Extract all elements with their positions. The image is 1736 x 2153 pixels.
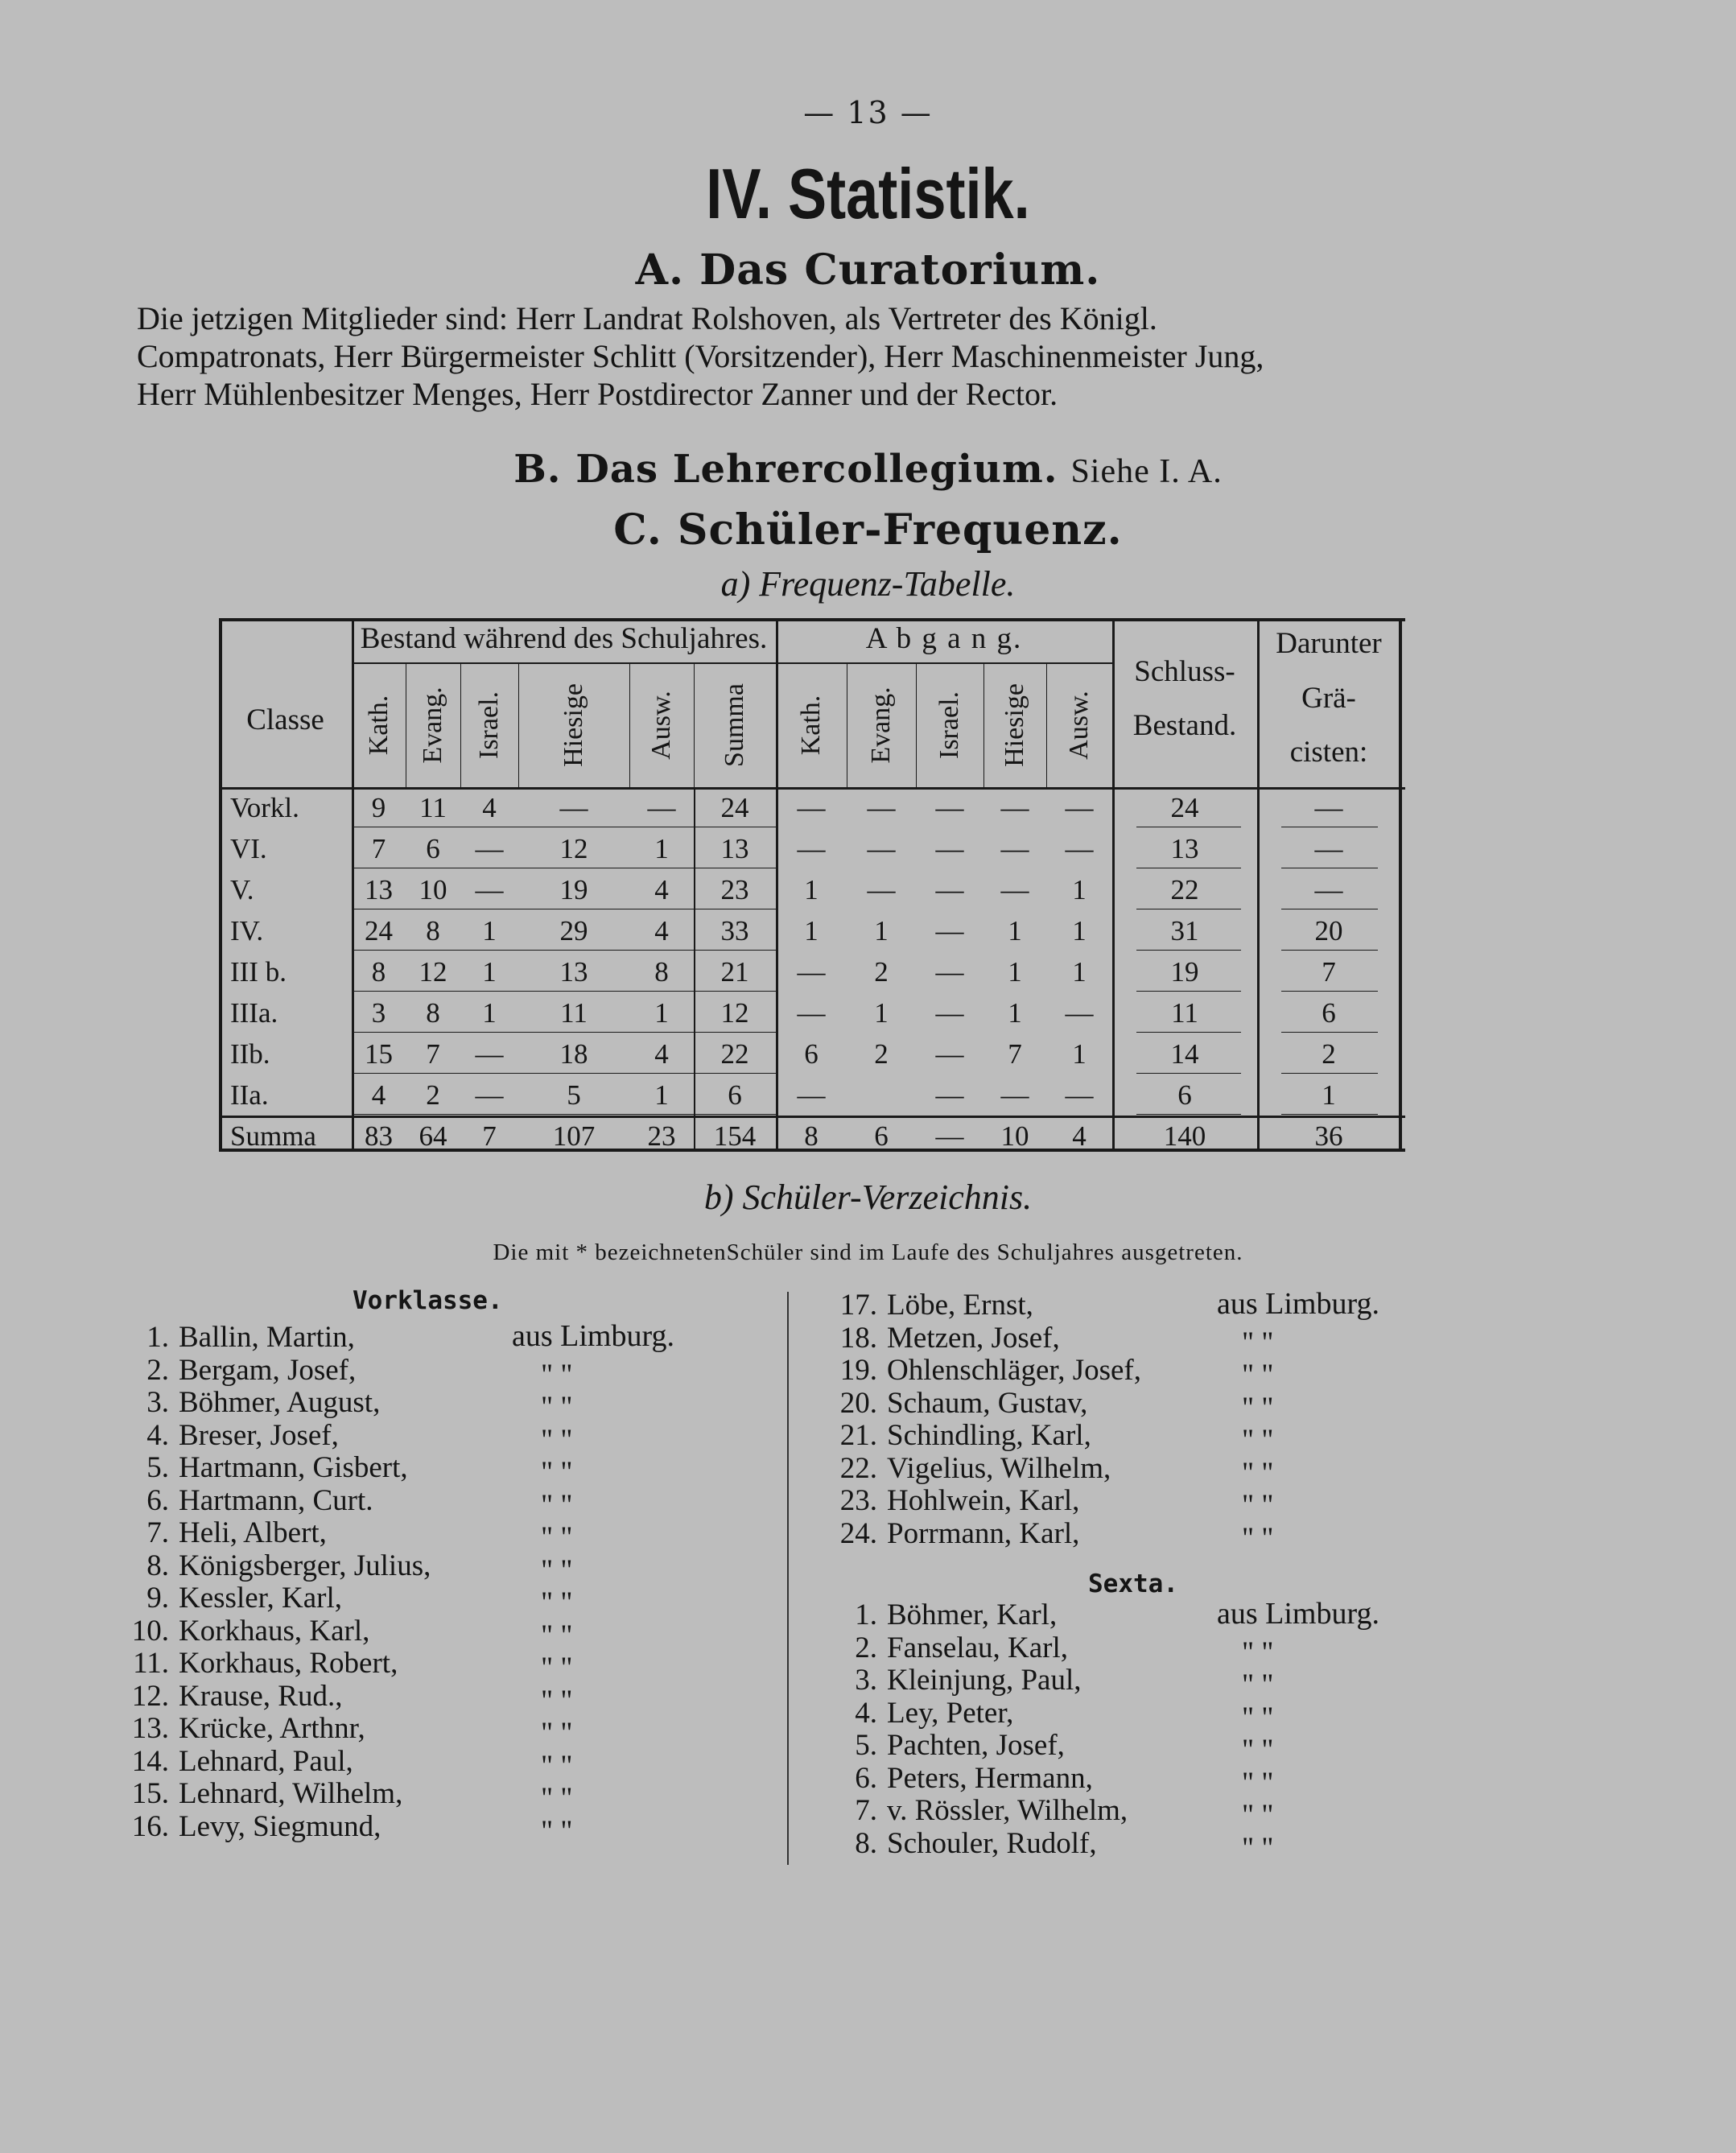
- list-heading: Sexta.: [1088, 1569, 1178, 1598]
- cell-bestand: 107: [552, 1120, 596, 1152]
- rule-vertical-thin: [460, 662, 461, 787]
- list-item-name: Kessler, Karl,: [179, 1582, 342, 1615]
- rule-vertical-thin: [694, 662, 695, 787]
- cell-bestand: 6: [728, 1079, 742, 1111]
- rule-vertical-thin: [916, 662, 917, 787]
- cell-bestand: 3: [371, 997, 386, 1029]
- ditto-mark: " ": [1242, 1424, 1274, 1457]
- cell-abgang: —: [1000, 833, 1029, 864]
- header-abgang-col: Evang.: [866, 686, 896, 764]
- rule-row: [1281, 1114, 1378, 1115]
- cell-bestand: —: [475, 1038, 504, 1070]
- cell-darunter: 20: [1314, 915, 1343, 947]
- cell-abgang: 1: [1072, 915, 1087, 947]
- ditto-mark: " ": [541, 1717, 573, 1750]
- ditto-mark: " ": [541, 1586, 573, 1619]
- cell-abgang: —: [1000, 792, 1029, 823]
- cell-bestand: 12: [559, 833, 588, 864]
- summa-label: Summa: [230, 1120, 316, 1152]
- rule-row: [352, 1032, 776, 1033]
- cell-bestand: 24: [365, 915, 393, 947]
- list-item-number: 4.: [855, 1696, 877, 1730]
- cell-abgang: 1: [1008, 997, 1022, 1029]
- ditto-mark: " ": [1242, 1831, 1274, 1865]
- cell-abgang: —: [867, 833, 896, 864]
- section-b-heading: [0, 447, 1736, 492]
- row-classe: VI.: [230, 833, 267, 864]
- rule-vertical-thin: [518, 662, 519, 787]
- list-note: Die mit * bezeichnetenSchüler sind im Laufe des Schuljahres ausgetreten.: [493, 1239, 1243, 1265]
- row-classe: IIa.: [230, 1079, 269, 1111]
- cell-bestand: 33: [720, 915, 749, 947]
- list-item-name: Schindling, Karl,: [887, 1419, 1091, 1452]
- list-item-name: Lehnard, Wilhelm,: [179, 1777, 403, 1810]
- cell-abgang: —: [935, 997, 964, 1029]
- cell-abgang: —: [935, 792, 964, 823]
- cell-bestand: 24: [720, 792, 749, 823]
- ditto-mark: " ": [1242, 1635, 1274, 1669]
- cell-bestand: 19: [559, 874, 588, 905]
- list-item-number: 8.: [855, 1826, 877, 1860]
- cell-abgang: —: [935, 1079, 964, 1111]
- header-bestand-col: Israel.: [474, 691, 504, 759]
- cell-bestand: —: [559, 792, 588, 823]
- ditto-mark: " ": [541, 1423, 573, 1457]
- cell-abgang: —: [935, 915, 964, 947]
- list-item-name: Hohlwein, Karl,: [887, 1484, 1080, 1517]
- list-item-name: Porrmann, Karl,: [887, 1516, 1080, 1550]
- cell-abgang: 4: [1072, 1120, 1087, 1152]
- ditto-mark: " ": [1242, 1391, 1274, 1425]
- rule-row: [1281, 991, 1378, 992]
- list-item-name: Peters, Hermann,: [887, 1761, 1093, 1795]
- cell-bestand: 8: [426, 997, 440, 1029]
- row-classe: Vorkl.: [230, 792, 299, 823]
- cell-bestand: 21: [720, 956, 749, 988]
- list-item-number: 15.: [131, 1777, 169, 1810]
- cell-bestand: 154: [713, 1120, 757, 1152]
- rule-row: [1136, 1073, 1241, 1074]
- ditto-mark: " ": [541, 1391, 573, 1424]
- ditto-mark: " ": [541, 1652, 573, 1685]
- rule-row: [352, 991, 776, 992]
- cell-abgang: 7: [1008, 1038, 1022, 1070]
- cell-bestand: 4: [654, 1038, 669, 1070]
- page-title: IV. Statistik.: [706, 154, 1030, 233]
- row-classe: IIIa.: [230, 997, 278, 1029]
- ditto-mark: " ": [541, 1521, 573, 1554]
- list-item-name: Breser, Josef,: [179, 1418, 339, 1452]
- list-item-name: Korkhaus, Karl,: [179, 1614, 370, 1648]
- cell-abgang: 1: [874, 915, 889, 947]
- ditto-mark: " ": [1242, 1668, 1274, 1701]
- cell-darunter: 1: [1322, 1079, 1336, 1111]
- paragraph-line: Compatronats, Herr Bürgermeister Schlitt (Vorsitzender), Herr Maschinenmeister Jung,: [137, 338, 1264, 374]
- header-bestand-col: Hiesige: [559, 683, 588, 767]
- list-item-number: 14.: [131, 1744, 169, 1778]
- list-item-number: 3.: [146, 1386, 169, 1419]
- rule-row: [1136, 991, 1241, 992]
- list-item-number: 16.: [131, 1809, 169, 1843]
- cell-bestand: —: [647, 792, 676, 823]
- list-item-number: 19.: [839, 1354, 877, 1387]
- paragraph-line: Herr Mühlenbesitzer Menges, Herr Postdirector Zanner und der Rector.: [137, 376, 1058, 412]
- cell-abgang: —: [935, 874, 964, 905]
- rule-left: [219, 618, 222, 1152]
- ditto-mark: " ": [1242, 1489, 1274, 1522]
- cell-bestand: 4: [371, 1079, 386, 1111]
- cell-schluss: 24: [1170, 792, 1199, 823]
- ditto-mark: " ": [1242, 1734, 1274, 1767]
- list-item-name: Ohlenschläger, Josef,: [887, 1354, 1141, 1387]
- rule-row: [1136, 950, 1241, 951]
- section-b-note: Siehe I. A.: [1070, 453, 1223, 490]
- rule-vertical-thin: [629, 662, 630, 787]
- list-item-number: 2.: [146, 1353, 169, 1387]
- ditto-mark: " ": [1242, 1799, 1274, 1832]
- list-item-number: 2.: [855, 1631, 877, 1664]
- list-item-number: 18.: [839, 1321, 877, 1355]
- list-item-name: Heli, Albert,: [179, 1516, 327, 1549]
- cell-bestand: 4: [482, 792, 497, 823]
- cell-abgang: —: [1065, 833, 1094, 864]
- list-item-number: 6.: [146, 1483, 169, 1517]
- header-schluss-2: Bestand.: [1132, 709, 1237, 742]
- cell-bestand: 6: [426, 833, 440, 864]
- cell-bestand: 11: [419, 792, 447, 823]
- cell-bestand: 1: [482, 956, 497, 988]
- cell-darunter: 36: [1314, 1120, 1343, 1152]
- row-classe: V.: [230, 874, 254, 905]
- cell-abgang: —: [1000, 874, 1029, 905]
- list-item-origin: aus Limburg.: [512, 1319, 674, 1353]
- row-classe: IV.: [230, 915, 264, 947]
- curatorium-paragraph: [137, 299, 1610, 413]
- header-bestand-col: Ausw.: [646, 690, 676, 760]
- cell-bestand: 15: [365, 1038, 393, 1070]
- cell-bestand: 12: [419, 956, 447, 988]
- list-heading: Vorklasse.: [353, 1286, 503, 1315]
- row-classe: IIb.: [230, 1038, 270, 1070]
- cell-abgang: —: [1000, 1079, 1029, 1111]
- list-item-name: Schaum, Gustav,: [887, 1386, 1088, 1420]
- cell-bestand: 22: [720, 1038, 749, 1070]
- ditto-mark: " ": [541, 1782, 573, 1815]
- cell-abgang: 1: [1072, 1038, 1087, 1070]
- cell-abgang: 6: [804, 1038, 819, 1070]
- list-item-origin: aus Limburg.: [1217, 1287, 1379, 1321]
- cell-darunter: 2: [1322, 1038, 1336, 1070]
- list-item-name: Ley, Peter,: [887, 1696, 1014, 1730]
- list-item-number: 6.: [855, 1761, 877, 1795]
- cell-bestand: 18: [559, 1038, 588, 1070]
- cell-schluss: 31: [1170, 915, 1199, 947]
- table-title: a) Frequenz-Tabelle.: [720, 564, 1016, 604]
- header-abgang-col: Kath.: [796, 695, 826, 755]
- cell-bestand: 1: [482, 997, 497, 1029]
- cell-bestand: 7: [371, 833, 386, 864]
- rule-row: [352, 950, 776, 951]
- section-c-heading: C. Schüler-Frequenz.: [613, 505, 1123, 555]
- ditto-mark: " ": [541, 1749, 573, 1783]
- cell-bestand: 7: [426, 1038, 440, 1070]
- rule-row: [352, 1073, 776, 1074]
- list-item-name: Bergam, Josef,: [179, 1353, 357, 1387]
- ditto-mark: " ": [541, 1553, 573, 1587]
- cell-abgang: —: [935, 1120, 964, 1152]
- cell-schluss: 14: [1170, 1038, 1199, 1070]
- list-item-number: 5.: [855, 1729, 877, 1762]
- rule-row: [1281, 1032, 1378, 1033]
- list-item-number: 7.: [146, 1516, 169, 1549]
- cell-bestand: 29: [559, 915, 588, 947]
- cell-bestand: 13: [559, 956, 588, 988]
- ditto-mark: " ": [1242, 1456, 1274, 1490]
- ditto-mark: " ": [541, 1358, 573, 1392]
- cell-abgang: —: [1065, 1079, 1094, 1111]
- list-item-name: Krause, Rud.,: [179, 1679, 343, 1713]
- cell-abgang: 6: [874, 1120, 889, 1152]
- frequency-table: [219, 618, 1405, 1152]
- list-item-number: 3.: [855, 1664, 877, 1697]
- rule-row: [1136, 1032, 1241, 1033]
- paragraph-line: Die jetzigen Mitglieder sind: Herr Landrat Rolshoven, als Vertreter des Königl.: [137, 300, 1157, 336]
- list-item-number: 21.: [839, 1419, 877, 1452]
- section-a-heading: A. Das Curatorium.: [635, 245, 1101, 295]
- list-item-name: Königsberger, Julius,: [179, 1549, 431, 1582]
- header-bestand-col: Evang.: [418, 686, 447, 764]
- list-item-name: Böhmer, August,: [179, 1386, 381, 1419]
- row-classe: III b.: [230, 956, 287, 988]
- list-item-name: Hartmann, Gisbert,: [179, 1451, 408, 1484]
- cell-abgang: —: [797, 997, 826, 1029]
- rule-vertical-thin: [983, 662, 984, 787]
- list-item-name: Pachten, Josef,: [887, 1729, 1065, 1762]
- list-item-number: 13.: [131, 1712, 169, 1745]
- cell-bestand: —: [475, 833, 504, 864]
- list-item-number: 17.: [839, 1289, 877, 1322]
- header-bestand: Bestand während des Schuljahres.: [360, 622, 768, 655]
- ditto-mark: " ": [1242, 1701, 1274, 1734]
- list-item-origin: aus Limburg.: [1217, 1597, 1379, 1631]
- cell-abgang: —: [935, 833, 964, 864]
- cell-bestand: 11: [560, 997, 588, 1029]
- cell-schluss: 11: [1171, 997, 1198, 1029]
- cell-darunter: —: [1314, 874, 1343, 905]
- rule-header-sep: [352, 662, 1112, 664]
- cell-darunter: —: [1314, 792, 1343, 823]
- list-item-number: 1.: [146, 1321, 169, 1354]
- header-abgang: A b g a n g.: [865, 622, 1023, 655]
- cell-bestand: 64: [419, 1120, 447, 1152]
- rule-row: [352, 1114, 776, 1115]
- header-bestand-col: Summa: [720, 683, 749, 767]
- cell-bestand: 4: [654, 915, 669, 947]
- cell-darunter: 6: [1322, 997, 1336, 1029]
- cell-bestand: 10: [419, 874, 447, 905]
- list-item-number: 9.: [146, 1582, 169, 1615]
- rule-row: [1281, 1073, 1378, 1074]
- cell-schluss: 140: [1163, 1120, 1206, 1152]
- cell-darunter: —: [1314, 833, 1343, 864]
- header-classe: Classe: [246, 703, 324, 736]
- cell-abgang: —: [935, 1038, 964, 1070]
- cell-abgang: —: [797, 792, 826, 823]
- cell-bestand: 1: [482, 915, 497, 947]
- list-item-number: 23.: [839, 1484, 877, 1517]
- ditto-mark: " ": [1242, 1766, 1274, 1800]
- list-item-name: v. Rössler, Wilhelm,: [887, 1794, 1128, 1827]
- cell-bestand: —: [475, 874, 504, 905]
- cell-bestand: 5: [567, 1079, 581, 1111]
- column-divider: [787, 1292, 789, 1865]
- list-item-number: 8.: [146, 1549, 169, 1582]
- cell-schluss: 6: [1177, 1079, 1192, 1111]
- cell-bestand: 23: [647, 1120, 676, 1152]
- list-title: b) Schüler-Verzeichnis.: [703, 1178, 1033, 1217]
- cell-abgang: 1: [1008, 956, 1022, 988]
- cell-abgang: 1: [1072, 874, 1087, 905]
- cell-bestand: 83: [365, 1120, 393, 1152]
- cell-bestand: 9: [371, 792, 386, 823]
- cell-bestand: 13: [365, 874, 393, 905]
- cell-abgang: —: [935, 956, 964, 988]
- cell-bestand: 1: [654, 997, 669, 1029]
- list-item-name: Böhmer, Karl,: [887, 1598, 1058, 1631]
- ditto-mark: " ": [1242, 1521, 1274, 1555]
- cell-schluss: 19: [1170, 956, 1199, 988]
- header-abgang-col: Israel.: [934, 691, 964, 759]
- list-item-number: 20.: [839, 1386, 877, 1420]
- cell-schluss: 22: [1170, 874, 1199, 905]
- cell-bestand: 1: [654, 1079, 669, 1111]
- cell-abgang: —: [1065, 997, 1094, 1029]
- cell-bestand: 4: [654, 874, 669, 905]
- ditto-mark: " ": [541, 1488, 573, 1522]
- header-bestand-col: Kath.: [363, 695, 394, 755]
- cell-bestand: 7: [482, 1120, 497, 1152]
- cell-bestand: —: [475, 1079, 504, 1111]
- cell-bestand: 8: [654, 956, 669, 988]
- rule-vertical-thin: [1046, 662, 1047, 787]
- header-darunter-1: Darunter: [1276, 627, 1382, 660]
- cell-abgang: 2: [874, 956, 889, 988]
- cell-abgang: 8: [804, 1120, 819, 1152]
- cell-abgang: 1: [874, 997, 889, 1029]
- cell-bestand: 1: [654, 833, 669, 864]
- list-item-number: 22.: [839, 1451, 877, 1485]
- cell-abgang: 10: [1000, 1120, 1029, 1152]
- header-darunter-3: cisten:: [1289, 736, 1368, 769]
- list-item-name: Lehnard, Paul,: [179, 1744, 353, 1778]
- cell-abgang: 1: [1008, 915, 1022, 947]
- list-item-number: 12.: [131, 1679, 169, 1713]
- cell-abgang: 2: [874, 1038, 889, 1070]
- header-schluss-1: Schluss-: [1134, 655, 1235, 688]
- list-item-name: Schouler, Rudolf,: [887, 1826, 1097, 1860]
- list-item-name: Metzen, Josef,: [887, 1321, 1060, 1355]
- list-item-name: Fanselau, Karl,: [887, 1631, 1069, 1664]
- cell-bestand: 8: [371, 956, 386, 988]
- list-item-name: Löbe, Ernst,: [887, 1289, 1033, 1322]
- cell-abgang: 1: [804, 874, 819, 905]
- ditto-mark: " ": [541, 1619, 573, 1652]
- list-item-name: Krücke, Arthnr,: [179, 1712, 365, 1745]
- list-item-number: 5.: [146, 1451, 169, 1484]
- cell-abgang: 1: [1072, 956, 1087, 988]
- ditto-mark: " ": [1242, 1359, 1274, 1392]
- cell-abgang: 1: [804, 915, 819, 947]
- header-abgang-col: Hiesige: [1000, 683, 1029, 767]
- rule-header-bottom: [219, 787, 1405, 790]
- cell-abgang: —: [797, 1079, 826, 1111]
- ditto-mark: " ": [541, 1684, 573, 1718]
- cell-abgang: —: [1065, 792, 1094, 823]
- list-item-name: Kleinjung, Paul,: [887, 1664, 1082, 1697]
- list-item-number: 1.: [855, 1598, 877, 1631]
- list-item-number: 11.: [133, 1647, 169, 1680]
- ditto-mark: " ": [541, 1814, 573, 1848]
- cell-bestand: 2: [426, 1079, 440, 1111]
- rule-row: [1281, 950, 1378, 951]
- list-item-name: Korkhaus, Robert,: [179, 1647, 398, 1680]
- header-darunter-2: Grä-: [1301, 682, 1356, 715]
- cell-abgang: —: [867, 792, 896, 823]
- list-item-number: 7.: [855, 1794, 877, 1827]
- rule-summa-top: [219, 1116, 1405, 1118]
- cell-abgang: —: [797, 956, 826, 988]
- list-item-name: Vigelius, Wilhelm,: [887, 1451, 1111, 1485]
- ditto-mark: " ": [541, 1456, 573, 1489]
- cell-darunter: 7: [1322, 956, 1336, 988]
- list-item-name: Hartmann, Curt.: [179, 1483, 373, 1517]
- section-b-title: B. Das Lehrercollegium.: [513, 447, 1058, 492]
- header-abgang-col: Ausw.: [1064, 690, 1094, 760]
- list-item-name: Levy, Siegmund,: [179, 1809, 381, 1843]
- cell-abgang: —: [867, 874, 896, 905]
- cell-abgang: —: [797, 833, 826, 864]
- cell-bestand: 12: [720, 997, 749, 1029]
- list-item-number: 24.: [839, 1516, 877, 1550]
- list-item-number: 4.: [146, 1418, 169, 1452]
- list-item-number: 10.: [131, 1614, 169, 1648]
- cell-bestand: 13: [720, 833, 749, 864]
- cell-bestand: 23: [720, 874, 749, 905]
- rule-row: [1136, 1114, 1241, 1115]
- cell-schluss: 13: [1170, 833, 1199, 864]
- ditto-mark: " ": [1242, 1326, 1274, 1359]
- list-item-name: Ballin, Martin,: [179, 1321, 355, 1354]
- cell-bestand: 8: [426, 915, 440, 947]
- page-number: — 13 —: [803, 95, 933, 130]
